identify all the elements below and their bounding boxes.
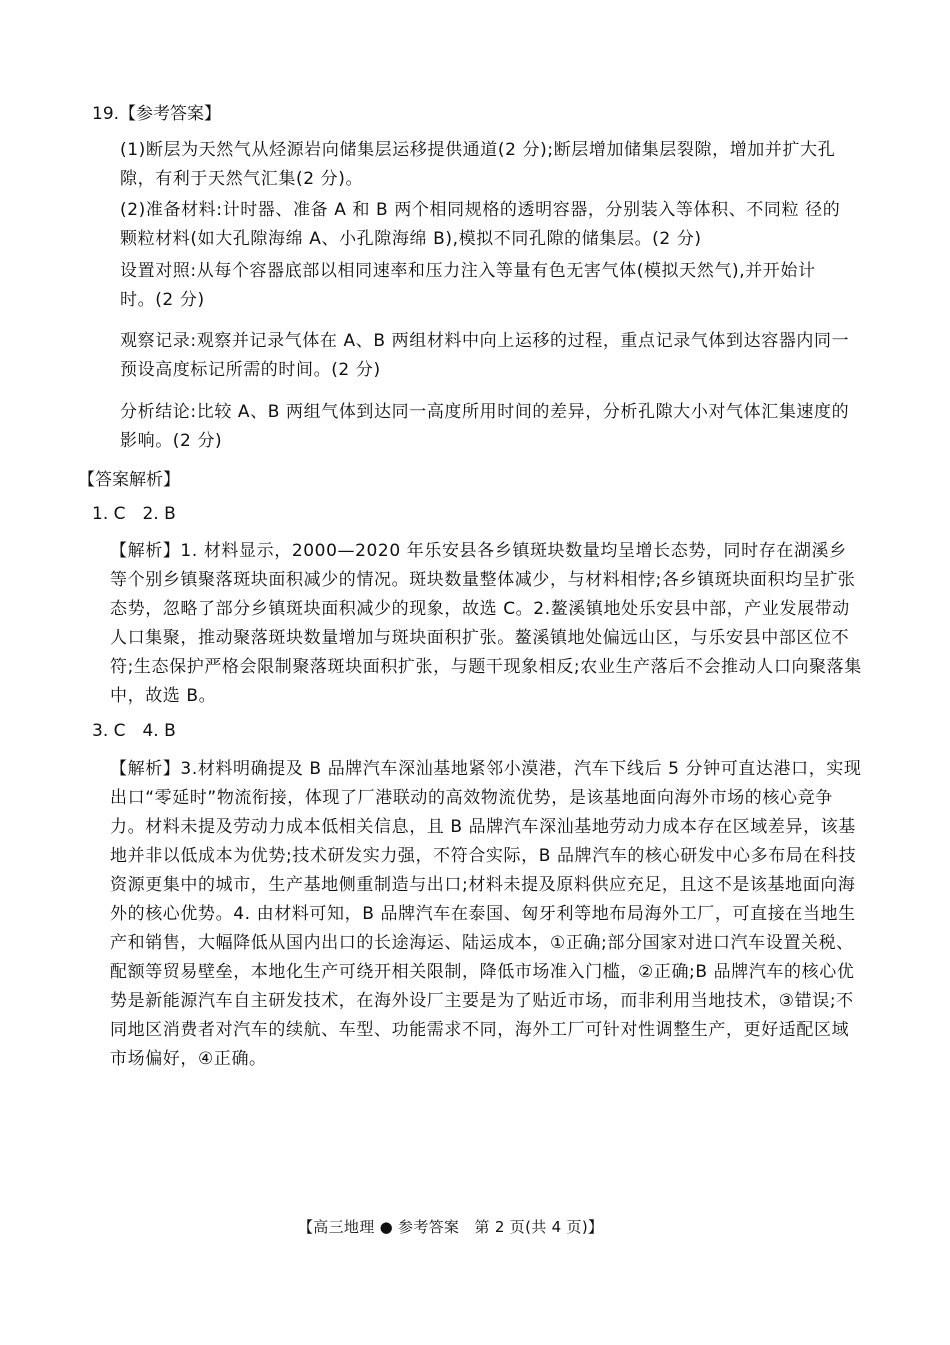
answers-3-4: 3. C 4. B — [92, 721, 176, 741]
page-footer: 【高三地理 ● 参考答案 第 2 页(共 4 页)】 — [298, 1218, 604, 1236]
analysis-heading: 【答案解析】 — [78, 470, 180, 490]
q19-answer-conclusion: 分析结论:比较 A、B 两组气体到达同一高度所用时间的差异，分析孔隙大小对气体汇集速度的影响。(2 分) — [120, 402, 850, 451]
q19-heading: 19.【参考答案】 — [92, 104, 222, 124]
q19-answer-part1: (1)断层为天然气从烃源岩向储集层运移提供通道(2 分);断层增加储集层裂隙，增加并扩大孔隙，有利于天然气汇集(2 分)。 — [120, 140, 836, 189]
q19-answer-control: 设置对照:从每个容器底部以相同速率和压力注入等量有色无害气体(模拟天然气),并开始计时。(2 分) — [120, 261, 816, 310]
q19-answer-observe: 观察记录:观察并记录气体在 A、B 两组材料中向上运移的过程，重点记录气体到达容器内同一预设高度标记所需的时间。(2 分) — [120, 331, 850, 380]
explanation-3-4: 【解析】3.材料明确提及 B 品牌汽车深汕基地紧邻小漠港，汽车下线后 5 分钟可直达港口，实现出口“零延时”物流衔接，体现了厂港联动的高效物流优势，是该基地面向海外市场的核心竞争力。材料未提及劳动力成本低相关信息，且 B 品牌汽车深汕基地劳动力成本存在区域差异，该基地并非以低成本为优势;技术研发实力强，不符合实际，B 品牌汽车的核心研发中心多布局在科技资源更集中的城市，生产基地侧重制造与出口;材料未提及原料供应充足，且这不是该基地面向海外的核心优势。4. 由材料可知，B 品牌汽车在泰国、匈牙利等地布局海外工厂，可直接在当地生产和销售，大幅降低从国内出口的长途海运、陆运成本，①正确;部分国家对进口汽车设置关税、配额等贸易壁垒，本地化生产可绕开相关限制，降低市场准入门槛，②正确;B 品牌汽车的核心优势是新能源汽车自主研发技术，在海外设厂主要是为了贴近市场，而非利用当地技术，③错误;不同地区消费者对汽车的续航、车型、功能需求不同，海外工厂可针对性调整生产，更好适配区域市场偏好，④正确。 — [110, 759, 862, 1069]
explanation-1-2: 【解析】1. 材料显示，2000—2020 年乐安县各乡镇斑块数量均呈增长态势，同时存在湖溪乡等个别乡镇聚落斑块面积减少的情况。斑块数量整体减少，与材料相悖;各乡镇斑块面积均呈扩张态势，忽略了部分乡镇斑块面积减少的现象，故选 C。2.鳌溪镇地处乐安县中部，产业发展带动人口集聚，推动聚落斑块数量增加与斑块面积扩张。鳌溪镇地处偏远山区，与乐安县中部区位不符;生态保护严格会限制聚落斑块面积扩张，与题干现象相反;农业生产落后不会推动人口向聚落集中，故选 B。 — [110, 541, 862, 706]
q19-answer-part2: (2)准备材料:计时器、准备 A 和 B 两个相同规格的透明容器，分别装入等体积、不同粒 径的颗粒材料(如大孔隙海绵 A、小孔隙海绵 B),模拟不同孔隙的储集层。(2 分) — [120, 200, 841, 249]
answers-1-2: 1. C 2. B — [92, 504, 176, 524]
